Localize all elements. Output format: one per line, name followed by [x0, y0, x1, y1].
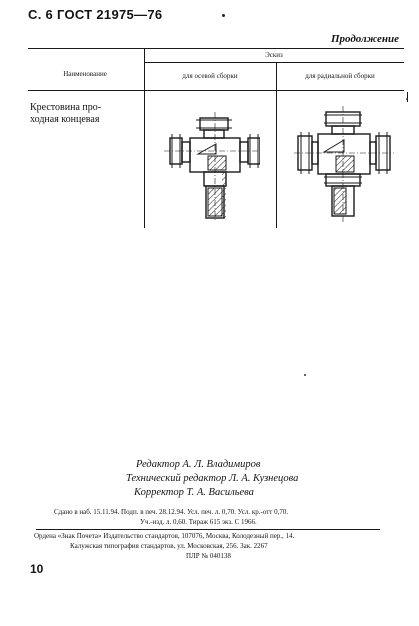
table-top-rule	[28, 48, 404, 49]
sketch-header-rule	[144, 62, 404, 63]
row-item-name-line2: ходная концевая	[30, 114, 100, 125]
tech-editor-line: Технический редактор Л. А. Кузнецова	[126, 473, 299, 484]
sketch-radial-assembly	[294, 106, 394, 222]
corrector-line: Корректор Т. А. Васильева	[134, 487, 254, 498]
page-number: 10	[30, 562, 44, 576]
sketch-column-divider	[276, 62, 277, 228]
imprint-line-1: Сдано в наб. 15.11.94. Подп. в печ. 28.12.94. Усл. печ. л. 0,70. Усл. кр.-отт 0,70.	[54, 508, 289, 516]
column-header-radial: для радиальной сборки	[305, 72, 375, 80]
print-speck	[304, 374, 306, 376]
print-speck	[406, 98, 408, 100]
column-header-axial: для осевой сборки	[182, 72, 238, 80]
page-header: С. 6 ГОСТ 21975—76	[28, 7, 163, 22]
imprint-line-4: Калужская типография стандартов, ул. Московская, 256. Зак. 2267	[70, 542, 268, 550]
right-edge-tick	[407, 92, 408, 102]
continuation-label: Продолжение	[330, 33, 399, 45]
column-header-name: Наименование	[63, 70, 107, 78]
table-header-bottom-rule	[28, 90, 404, 91]
imprint-rule	[36, 529, 380, 530]
row-item-name	[30, 102, 136, 126]
imprint-line-2: Уч.-изд. л. 0,60. Тираж 615 экз. С 1966.	[140, 518, 257, 526]
imprint-line-5: ПЛР № 040138	[186, 552, 231, 560]
header-dot	[222, 14, 225, 17]
row-item-name-line1: Крестовина про-	[30, 102, 102, 113]
column-header-sketch: Эскиз	[265, 51, 283, 59]
imprint-line-3: Ордена «Знак Почета» Издательство стандартов, 107076, Москва, Колодезный пер., 14.	[34, 532, 295, 540]
sketch-axial-assembly	[160, 112, 260, 222]
editor-line: Редактор А. Л. Владимиров	[136, 459, 261, 470]
